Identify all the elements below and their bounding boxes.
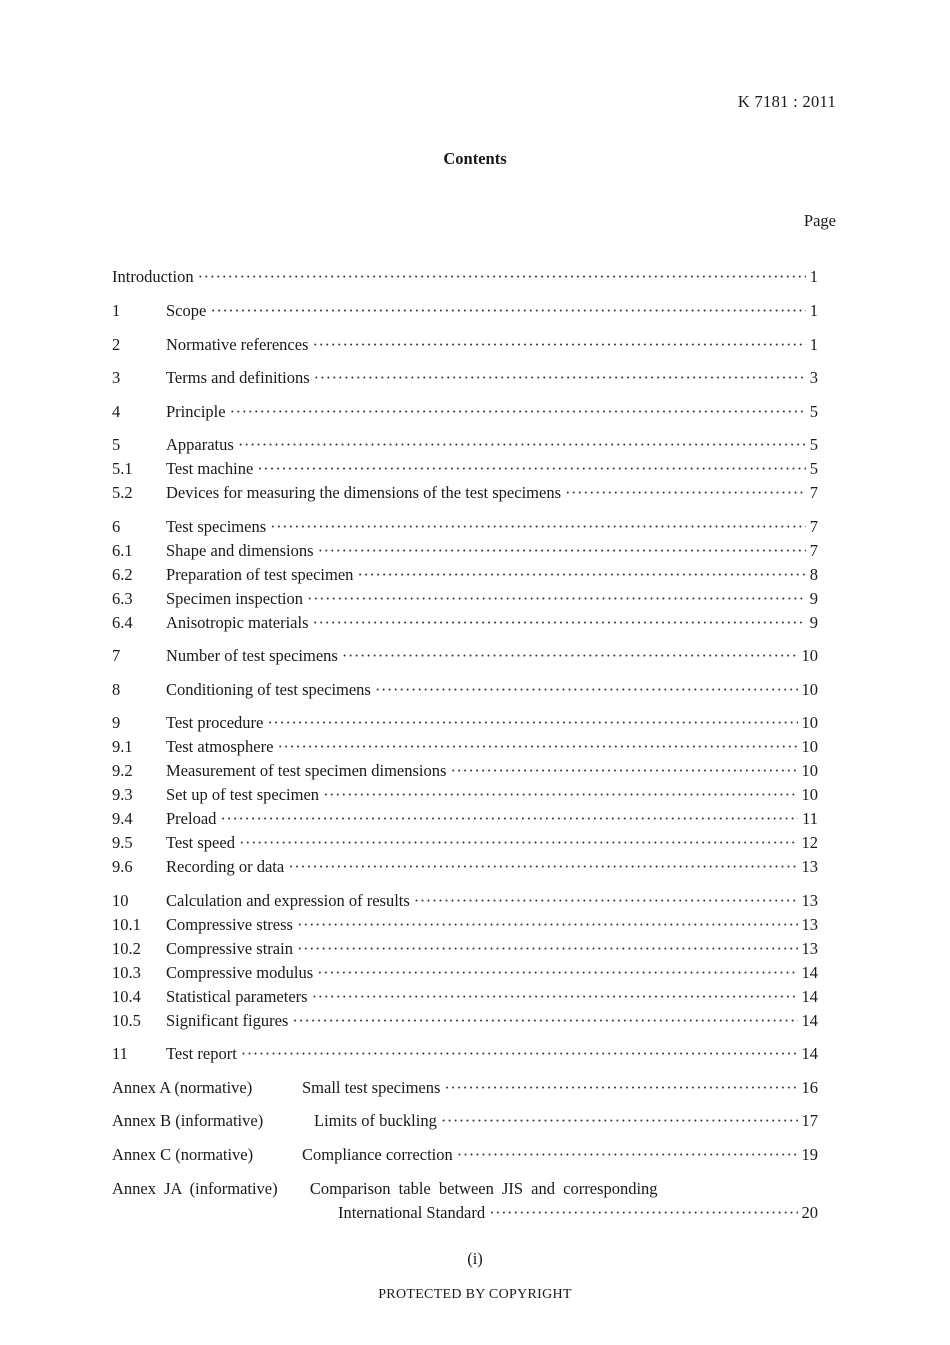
- toc-entry-title: Test speed: [166, 833, 235, 852]
- leader-dots: [241, 1043, 798, 1065]
- toc-entry-page: 13: [801, 939, 818, 958]
- toc-entry[interactable]: [112, 1144, 818, 1166]
- leader-dots: [317, 962, 797, 984]
- toc-entry[interactable]: [112, 808, 818, 830]
- toc-entry[interactable]: [112, 1010, 818, 1032]
- toc-entry-number: 10.4: [112, 987, 141, 1006]
- toc-entry[interactable]: [112, 645, 818, 667]
- leader-dots: [288, 856, 797, 878]
- toc-entry[interactable]: [112, 1110, 818, 1132]
- toc-entry-page: 8: [809, 565, 818, 584]
- toc-entry-number: 9.1: [112, 737, 133, 756]
- toc-entry[interactable]: [112, 784, 818, 806]
- leader-dots: [307, 588, 806, 610]
- toc-entry[interactable]: [112, 540, 818, 562]
- leader-dots: [342, 645, 798, 667]
- toc-entry-title: Scope: [166, 301, 207, 320]
- toc-entry-number: 6.1: [112, 541, 133, 560]
- toc-entry-page: 10: [801, 680, 818, 699]
- toc-entry-number: Annex JA (informative): [112, 1179, 278, 1198]
- toc-entry-title: Significant figures: [166, 1011, 289, 1030]
- toc-entry-page: 10: [801, 785, 818, 804]
- toc-entry-title: Test machine: [166, 459, 254, 478]
- toc-entry-number: 9: [112, 713, 121, 732]
- toc-entry[interactable]: [112, 334, 818, 356]
- toc-entry[interactable]: [112, 760, 818, 782]
- leader-dots: [210, 300, 805, 322]
- toc-entry[interactable]: [112, 516, 818, 538]
- toc-entry-title: Anisotropic materials: [166, 613, 309, 632]
- toc-entry-title: Preparation of test specimen: [166, 565, 354, 584]
- toc-entry-title: Comparison table between JIS and corresponding: [309, 1179, 658, 1198]
- toc-entry-page: 5: [809, 459, 818, 478]
- toc-entry-number: 10.3: [112, 963, 141, 982]
- page-column-label: Page: [803, 211, 836, 230]
- leader-dots: [414, 890, 798, 912]
- toc-entry-number: 6: [112, 517, 121, 536]
- leader-dots: [277, 736, 797, 758]
- leader-dots: [489, 1202, 797, 1224]
- toc-entry-title: Shape and dimensions: [166, 541, 314, 560]
- toc-entry-title: Normative references: [166, 335, 309, 354]
- toc-entry-title: Test procedure: [166, 713, 264, 732]
- toc-entry-title: Limits of buckling: [314, 1111, 437, 1130]
- toc-entry-page: 10: [801, 761, 818, 780]
- toc-entry-title-continued: International Standard: [338, 1203, 486, 1222]
- leader-dots: [238, 434, 806, 456]
- toc-entry-page: 9: [809, 589, 818, 608]
- toc-entry-page: 10: [801, 737, 818, 756]
- toc-entry-page: 16: [801, 1078, 818, 1097]
- toc-entry-title: Compressive strain: [166, 939, 293, 958]
- toc-entry-title: Compressive modulus: [166, 963, 314, 982]
- toc-entry-number: 5.2: [112, 483, 133, 502]
- page-number: (i): [467, 1249, 483, 1268]
- leader-dots: [323, 784, 797, 806]
- toc-entry-page: 1: [809, 335, 818, 354]
- leader-dots: [257, 458, 805, 480]
- toc-entry[interactable]: [112, 679, 818, 701]
- toc-entry-title: Number of test specimens: [166, 646, 338, 665]
- toc-entry-title: Principle: [166, 402, 226, 421]
- toc-entry-number: 9.6: [112, 857, 133, 876]
- toc-entry-number: 5.1: [112, 459, 133, 478]
- toc-entry-page: 7: [809, 541, 818, 560]
- leader-dots: [444, 1077, 797, 1099]
- toc-entry[interactable]: [112, 367, 818, 389]
- leader-dots: [220, 808, 798, 830]
- toc-entry-page: 3: [809, 368, 818, 387]
- toc-entry-page: 5: [809, 435, 818, 454]
- toc-entry-page: 10: [801, 713, 818, 732]
- toc-entry[interactable]: [112, 266, 818, 288]
- toc-entry-title: Compliance correction: [302, 1145, 453, 1164]
- toc-entry-number: 2: [112, 335, 121, 354]
- toc-entry-page: 17: [801, 1111, 818, 1130]
- toc-entry-number: 9.3: [112, 785, 133, 804]
- toc-entry-number: Annex A (normative): [112, 1078, 253, 1097]
- toc-entry-number: 1: [112, 301, 121, 320]
- document-id: K 7181 : 2011: [737, 92, 836, 111]
- toc-entry-page: 7: [809, 483, 818, 502]
- toc-entry-page: 20: [801, 1203, 818, 1222]
- toc-entry[interactable]: [112, 401, 818, 423]
- toc-entry-number: Annex C (normative): [112, 1145, 254, 1164]
- leader-dots: [314, 367, 806, 389]
- toc-entry[interactable]: [112, 986, 818, 1008]
- toc-entry-title: Specimen inspection: [166, 589, 304, 608]
- toc-entry-number: 6.4: [112, 613, 133, 632]
- leader-dots: [239, 832, 798, 854]
- leader-dots: [375, 679, 798, 701]
- toc-entry-number: Annex B (informative): [112, 1111, 264, 1130]
- toc-entry-page: 13: [801, 891, 818, 910]
- leader-dots: [313, 612, 806, 634]
- leader-dots: [267, 712, 797, 734]
- leader-dots: [198, 266, 806, 288]
- toc-entry-number: 10.1: [112, 915, 141, 934]
- toc-entry-title: Statistical parameters: [166, 987, 308, 1006]
- toc-entry-title: Compressive stress: [166, 915, 293, 934]
- toc-entry[interactable]: [112, 458, 818, 480]
- toc-entry-number: 6.3: [112, 589, 133, 608]
- toc-entry-page: 7: [809, 517, 818, 536]
- toc-entry-page: 12: [801, 833, 818, 852]
- toc-entry-page: 14: [801, 1044, 818, 1063]
- toc-entry[interactable]: [112, 564, 818, 586]
- toc-entry-page: 9: [809, 613, 818, 632]
- toc-entry-title: Recording or data: [166, 857, 285, 876]
- toc-entry-page: 10: [801, 646, 818, 665]
- leader-dots: [230, 401, 806, 423]
- toc-entry-title: Preload: [166, 809, 217, 828]
- toc-entry-title: Test atmosphere: [166, 737, 274, 756]
- toc-entry[interactable]: [112, 914, 818, 936]
- toc-entry-number: 9.5: [112, 833, 133, 852]
- toc-entry[interactable]: [112, 1043, 818, 1065]
- page-title: Contents: [443, 149, 507, 168]
- leader-dots: [357, 564, 805, 586]
- toc-entry[interactable]: [112, 938, 818, 960]
- toc-entry-page: 1: [809, 301, 818, 320]
- leader-dots: [297, 914, 798, 936]
- toc-entry-number: 5: [112, 435, 121, 454]
- toc-entry[interactable]: [112, 300, 818, 322]
- toc-entry[interactable]: [112, 434, 818, 456]
- toc-entry-page: 14: [801, 1011, 818, 1030]
- leader-dots: [441, 1110, 798, 1132]
- toc-entry-number: 9.4: [112, 809, 133, 828]
- toc-entry[interactable]: [112, 856, 818, 878]
- leader-dots: [318, 540, 806, 562]
- toc-entry-page: 13: [801, 915, 818, 934]
- toc-entry[interactable]: [112, 482, 818, 504]
- toc-entry-page: 1: [809, 267, 818, 286]
- toc-entry[interactable]: [112, 588, 818, 610]
- toc-entry[interactable]: [112, 712, 818, 734]
- leader-dots: [457, 1144, 798, 1166]
- toc-entry-page: 5: [809, 402, 818, 421]
- toc-entry-number: 6.2: [112, 565, 133, 584]
- leader-dots: [565, 482, 806, 504]
- toc-entry-page: 14: [801, 963, 818, 982]
- toc-entry-page: 13: [801, 857, 818, 876]
- toc-entry[interactable]: [112, 736, 818, 758]
- toc-entry-title: Calculation and expression of results: [166, 891, 410, 910]
- toc-entry-title: Conditioning of test specimens: [166, 680, 371, 699]
- toc-entry-title: Test specimens: [166, 517, 267, 536]
- toc-entry[interactable]: [112, 962, 818, 984]
- toc-entry-title: Set up of test specimen: [166, 785, 320, 804]
- toc-entry-title: Apparatus: [166, 435, 234, 454]
- toc-entry-number: 7: [112, 646, 121, 665]
- toc-entry-title: Terms and definitions: [166, 368, 310, 387]
- toc-entry-annex-ja[interactable]: [112, 1178, 818, 1200]
- toc-entry-title: Test report: [166, 1044, 237, 1063]
- toc-entry-number: 3: [112, 368, 121, 387]
- toc-entry-page: 19: [801, 1145, 818, 1164]
- toc-entry-number: 10: [112, 891, 129, 910]
- toc-entry-title: Devices for measuring the dimensions of the test specimens: [166, 483, 561, 502]
- toc-entry-page: 14: [801, 987, 818, 1006]
- toc-entry-title: Measurement of test specimen dimensions: [166, 761, 447, 780]
- toc-entry-title: Small test specimens: [302, 1078, 441, 1097]
- toc-entry-annex-ja-continued[interactable]: [338, 1202, 818, 1224]
- toc-entry-number: 8: [112, 680, 121, 699]
- toc-entry[interactable]: [112, 832, 818, 854]
- leader-dots: [450, 760, 797, 782]
- toc-entry[interactable]: [112, 890, 818, 912]
- toc-entry[interactable]: [112, 612, 818, 634]
- toc-entry-number: Introduction: [112, 267, 194, 286]
- leader-dots: [312, 334, 805, 356]
- toc-entry-number: 11: [112, 1044, 128, 1063]
- toc-entry-number: 4: [112, 402, 121, 421]
- leader-dots: [297, 938, 798, 960]
- toc-entry-number: 10.5: [112, 1011, 141, 1030]
- leader-dots: [312, 986, 798, 1008]
- toc-entry[interactable]: [112, 1077, 818, 1099]
- leader-dots: [292, 1010, 797, 1032]
- copyright-notice: PROTECTED BY COPYRIGHT: [378, 1287, 572, 1302]
- leader-dots: [270, 516, 806, 538]
- toc-entry-page: 11: [802, 809, 818, 828]
- toc-entry-number: 9.2: [112, 761, 133, 780]
- toc-entry-number: 10.2: [112, 939, 141, 958]
